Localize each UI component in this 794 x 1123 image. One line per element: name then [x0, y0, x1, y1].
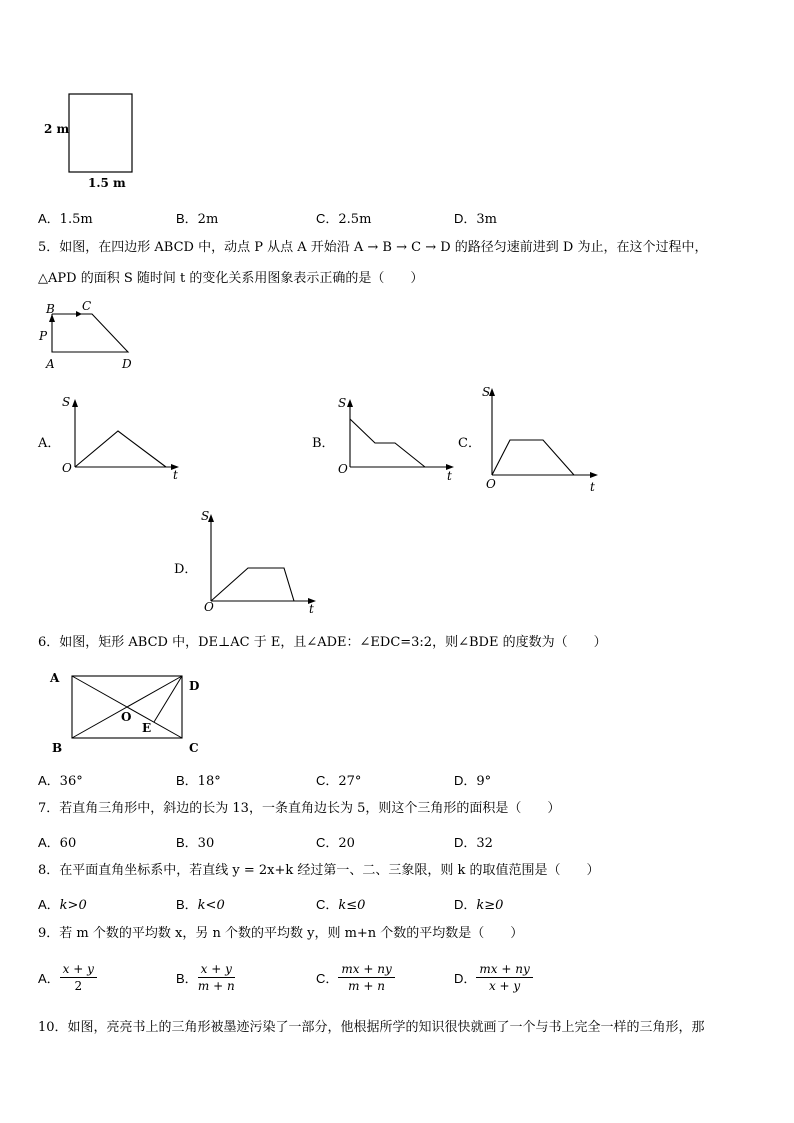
q9-option-d[interactable]: D． $\frac{mx + ny}{x + y}$ [454, 962, 533, 993]
q5-graph-d-origin: O [204, 600, 214, 614]
q4-height-label: 2 m [44, 122, 70, 136]
q6-rectangle [60, 668, 200, 748]
q5-graph-b-x-label: t [447, 469, 452, 483]
q7-option-a[interactable]: A．60 [38, 835, 77, 851]
q5-graph-d[interactable] [196, 506, 321, 606]
q5-option-d-label[interactable]: D． [174, 562, 198, 577]
q4-width-label: 1.5 m [88, 176, 126, 190]
q6-option-b[interactable]: B．18° [176, 773, 221, 789]
q5-option-b-label[interactable]: B． [312, 436, 335, 451]
q8-option-b[interactable]: B．k<0 [176, 897, 225, 913]
q4-rectangle [69, 94, 132, 172]
q9-option-a[interactable]: A． $\frac{x + y}{2}$ [38, 962, 97, 993]
q6-label-o: O [121, 710, 132, 724]
q5-graph-a-y-label: S [62, 395, 71, 409]
q5-graph-c-origin: O [486, 477, 496, 491]
q9-option-a-fraction: $\frac{x + y}{2}$ [60, 962, 97, 993]
q5-graph-b-origin: O [338, 462, 348, 476]
q5-label-a: A [46, 357, 55, 371]
q5-stem-line1: 5．如图，在四边形 ABCD 中，动点 P 从点 A 开始沿 A → B → C → D 的路径匀速前进到 D 为止，在这个过程中， [38, 240, 708, 255]
q7-option-d[interactable]: D．32 [454, 835, 493, 851]
q5-graph-c-x-label: t [590, 480, 595, 494]
q9-stem: 9．若 m 个数的平均数 x，另 n 个数的平均数 y，则 m+n 个数的平均数是（ ） [38, 926, 524, 941]
q6-option-a[interactable]: A．36° [38, 773, 83, 789]
q6-option-d[interactable]: D．9° [454, 773, 492, 789]
q6-stem: 6．如图，矩形 ABCD 中，DE⊥AC 于 E，且∠ADE：∠EDC=3:2，则∠BDE 的度数为（ ） [38, 635, 607, 650]
q6-option-c[interactable]: C．27° [316, 773, 362, 789]
q5-graph-c-y-label: S [482, 385, 491, 399]
q5-graph-d-y-label: S [201, 509, 210, 523]
q7-option-c[interactable]: C．20 [316, 835, 355, 851]
q5-graph-b[interactable] [333, 393, 458, 483]
q5-label-c: C [82, 299, 92, 313]
q8-stem: 8．在平面直角坐标系中，若直线 y = 2x+k 经过第一、二、三象限，则 k 的取值范围是（ ） [38, 863, 600, 878]
q8-option-d[interactable]: D．k≥0 [454, 897, 504, 913]
q9-option-d-fraction: $\frac{mx + ny}{x + y}$ [476, 962, 532, 993]
q9-option-b[interactable]: B． $\frac{x + y}{m + n}$ [176, 962, 235, 993]
q5-graph-c[interactable] [477, 382, 602, 482]
q6-label-a: A [50, 671, 60, 685]
q4-option-c[interactable]: C．2.5m [316, 211, 372, 227]
q4-option-d[interactable]: D．3m [454, 211, 497, 227]
q5-label-b: B [46, 302, 55, 316]
q5-label-d: D [122, 357, 132, 371]
q6-label-e: E [142, 721, 152, 735]
q5-option-c-label[interactable]: C． [458, 436, 481, 451]
q6-label-b: B [52, 741, 63, 755]
q5-graph-b-y-label: S [338, 396, 347, 410]
q9-option-b-fraction: $\frac{x + y}{m + n}$ [197, 962, 235, 993]
q5-graph-a-x-label: t [173, 468, 178, 482]
q5-option-a-label[interactable]: A． [38, 436, 61, 451]
q10-stem: 10．如图，亮亮书上的三角形被墨迹污染了一部分，他根据所学的知识很快就画了一个与书上完全一样的三角形，那 [38, 1020, 705, 1035]
q5-graph-a-origin: O [62, 461, 72, 475]
q5-label-p: P [39, 329, 48, 343]
q4-option-b[interactable]: B．2m [176, 211, 219, 227]
q5-graph-a[interactable] [58, 395, 183, 485]
q6-label-d: D [189, 679, 200, 693]
q5-stem-line2: △APD 的面积 S 随时间 t 的变化关系用图象表示正确的是（ ） [38, 271, 424, 286]
q6-label-c: C [189, 741, 199, 755]
q7-option-b[interactable]: B．30 [176, 835, 215, 851]
q9-option-c[interactable]: C． $\frac{mx + ny}{m + n}$ [316, 962, 395, 993]
q8-option-a[interactable]: A．k>0 [38, 897, 87, 913]
q8-option-c[interactable]: C．k≤0 [316, 897, 366, 913]
q5-graph-d-x-label: t [309, 602, 314, 616]
q7-stem: 7．若直角三角形中，斜边的长为 13，一条直角边长为 5，则这个三角形的面积是（ ） [38, 801, 561, 816]
q4-option-a[interactable]: A．1.5m [38, 211, 93, 227]
q9-option-c-fraction: $\frac{mx + ny}{m + n}$ [338, 962, 394, 993]
